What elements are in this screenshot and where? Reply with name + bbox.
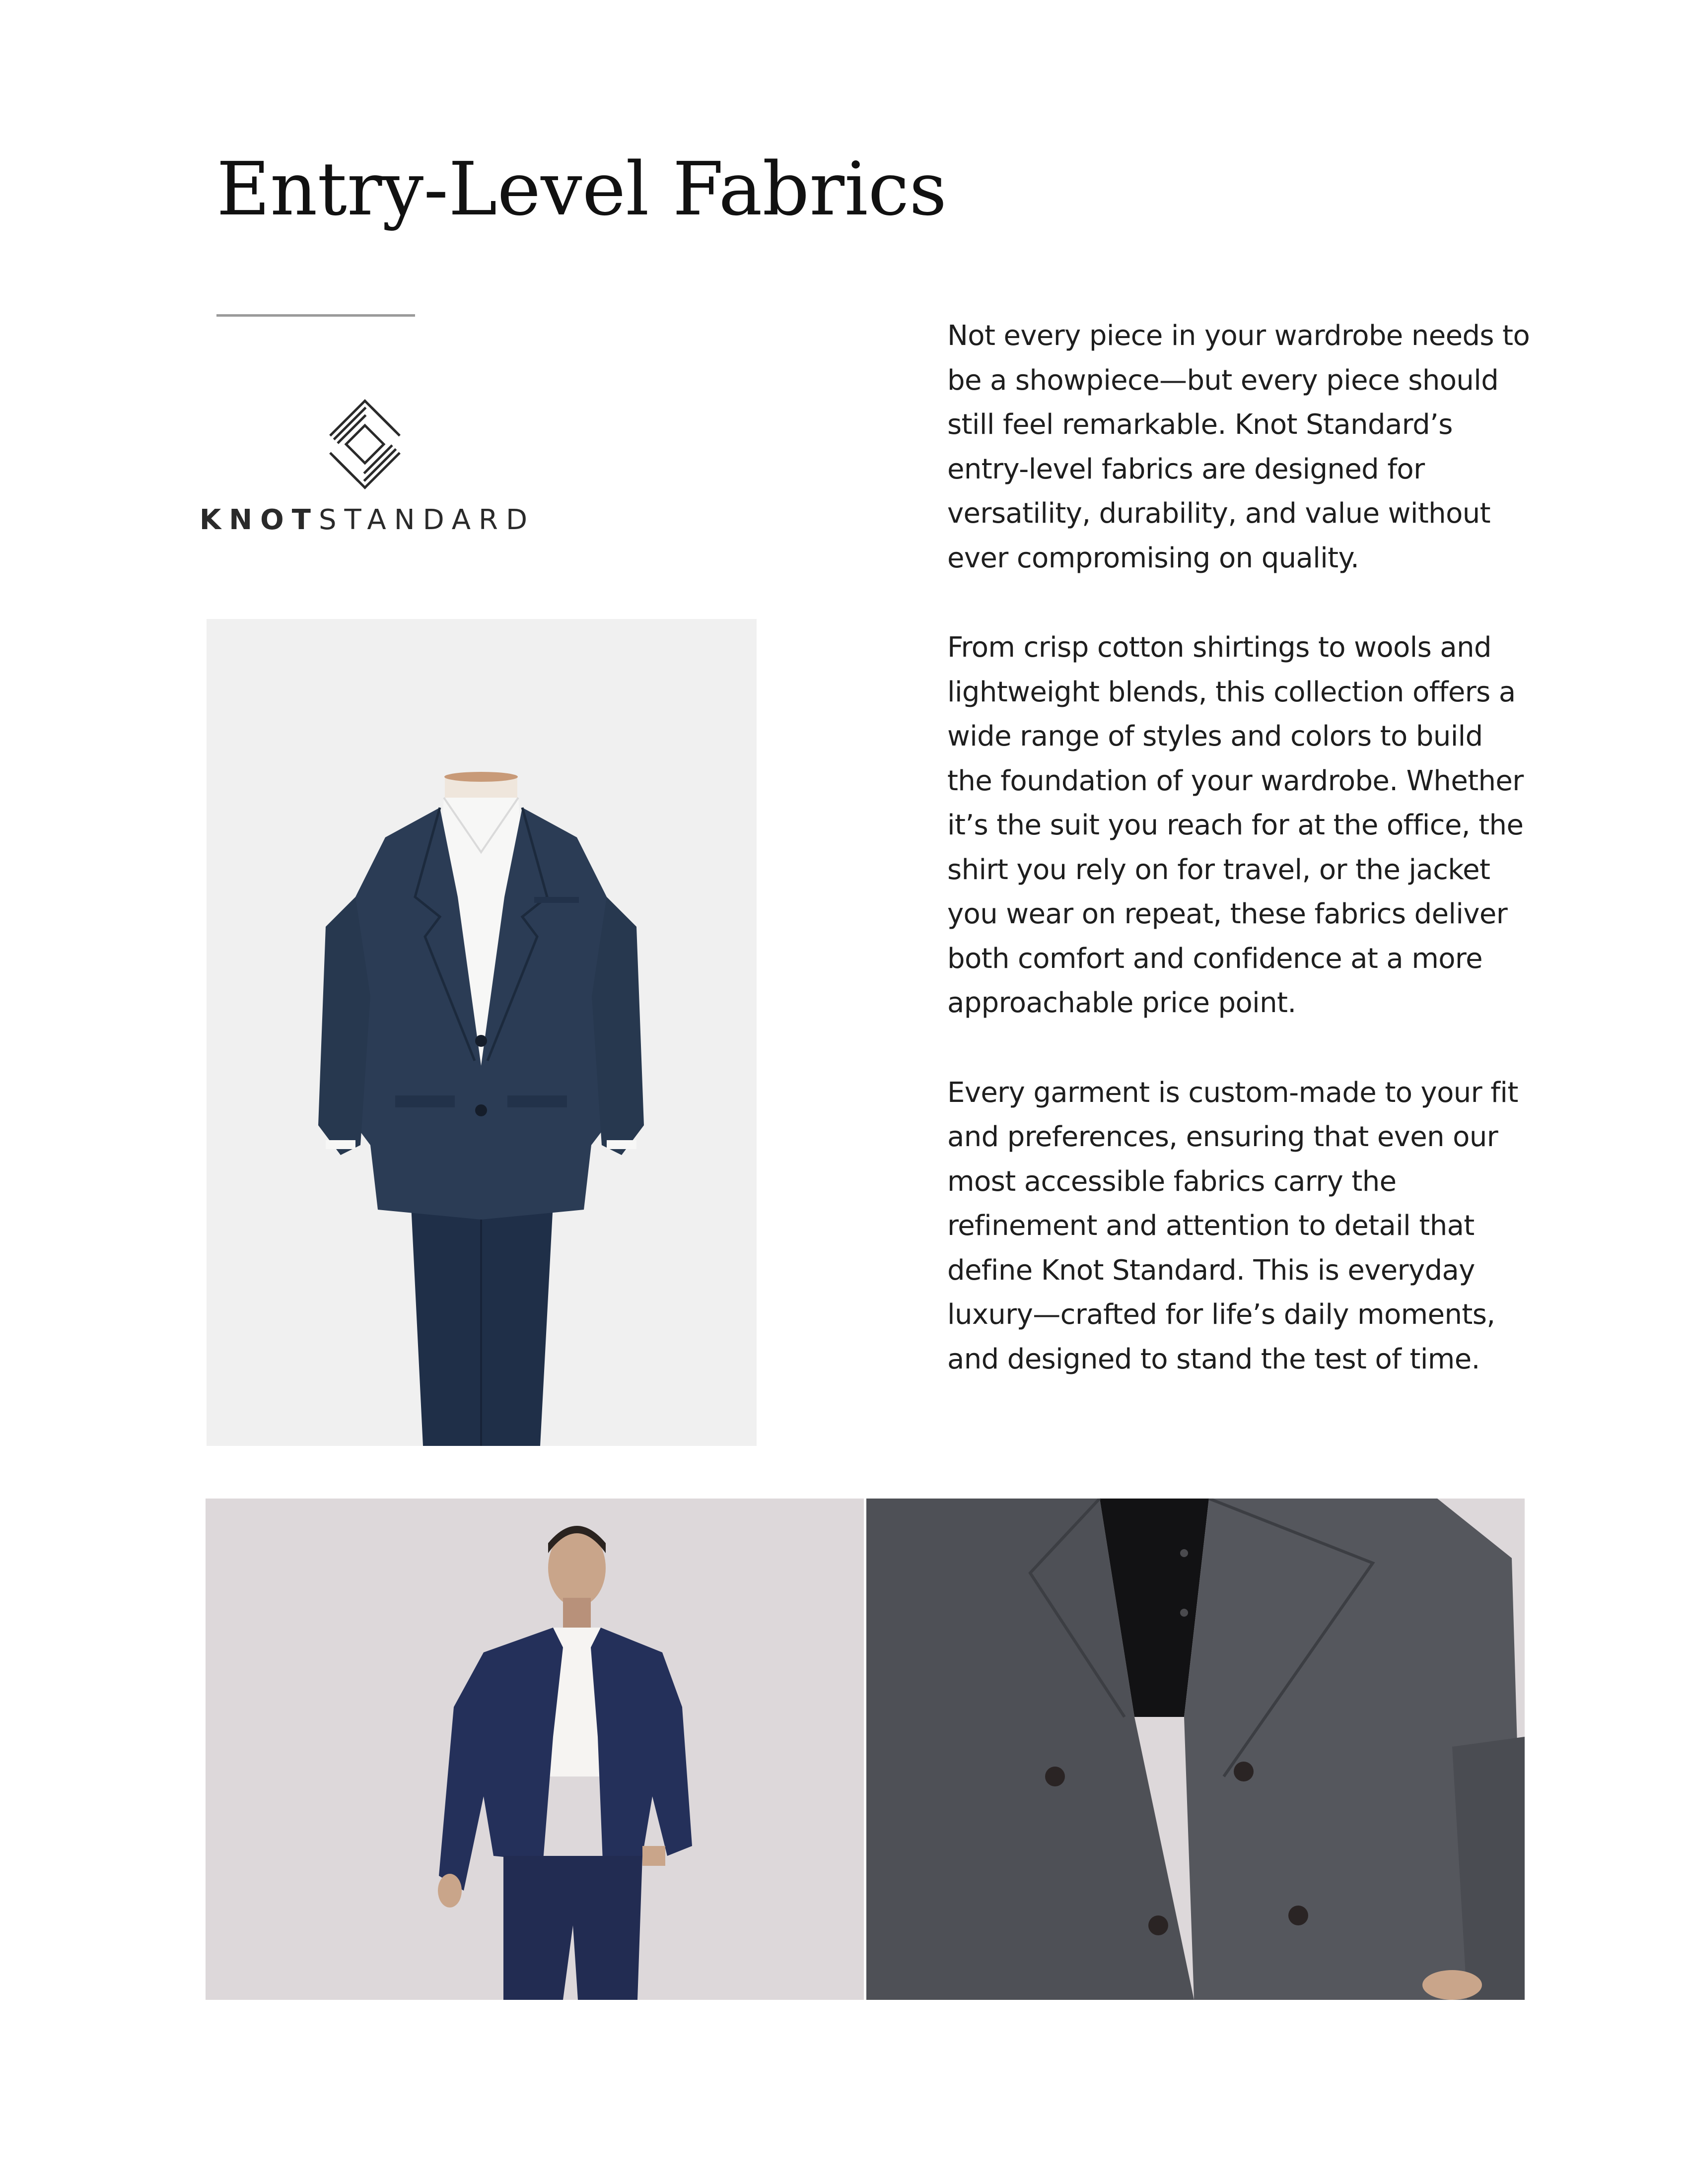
knot-standard-logo-icon	[318, 397, 412, 491]
wordmark-light: STANDARD	[318, 504, 536, 536]
paragraph-collection: From crisp cotton shirtings to wools and lightweight blends, this collection offers a wide range of styles and colors to build the foundation of your wardrobe. Whether it’s the suit you reach for at the office, the shirt you rely on for travel, or the jacket you wear on repeat, these fabrics deliver both comfort and confidence at a more approachable price point.	[947, 631, 1524, 1019]
page-title: Entry-Level Fabrics	[216, 146, 947, 232]
model-navy-suit-photo	[206, 1499, 864, 2000]
body-copy	[947, 314, 1533, 1427]
suit-mannequin-photo	[207, 619, 757, 1446]
wordmark-bold: KNOT	[199, 504, 319, 536]
paragraph-custom: Every garment is custom-made to your fit and preferences, ensuring that even our most accessible fabrics carry the refinement and attention to detail that define Knot Standard. This is everyday luxury—crafted for life’s daily moments, and designed to stand the test of time.	[947, 1076, 1518, 1375]
brand-logo	[199, 397, 536, 541]
paragraph-intro: Not every piece in your wardrobe needs to be a showpiece—but every piece should still feel remarkable. Knot Standard’s entry-level fabrics are designed for versatility, durability, and value without ever compromising on quality.	[947, 320, 1530, 574]
brand-wordmark	[199, 504, 536, 536]
title-divider	[216, 314, 415, 317]
grey-jacket-closeup-photo	[866, 1499, 1525, 2000]
